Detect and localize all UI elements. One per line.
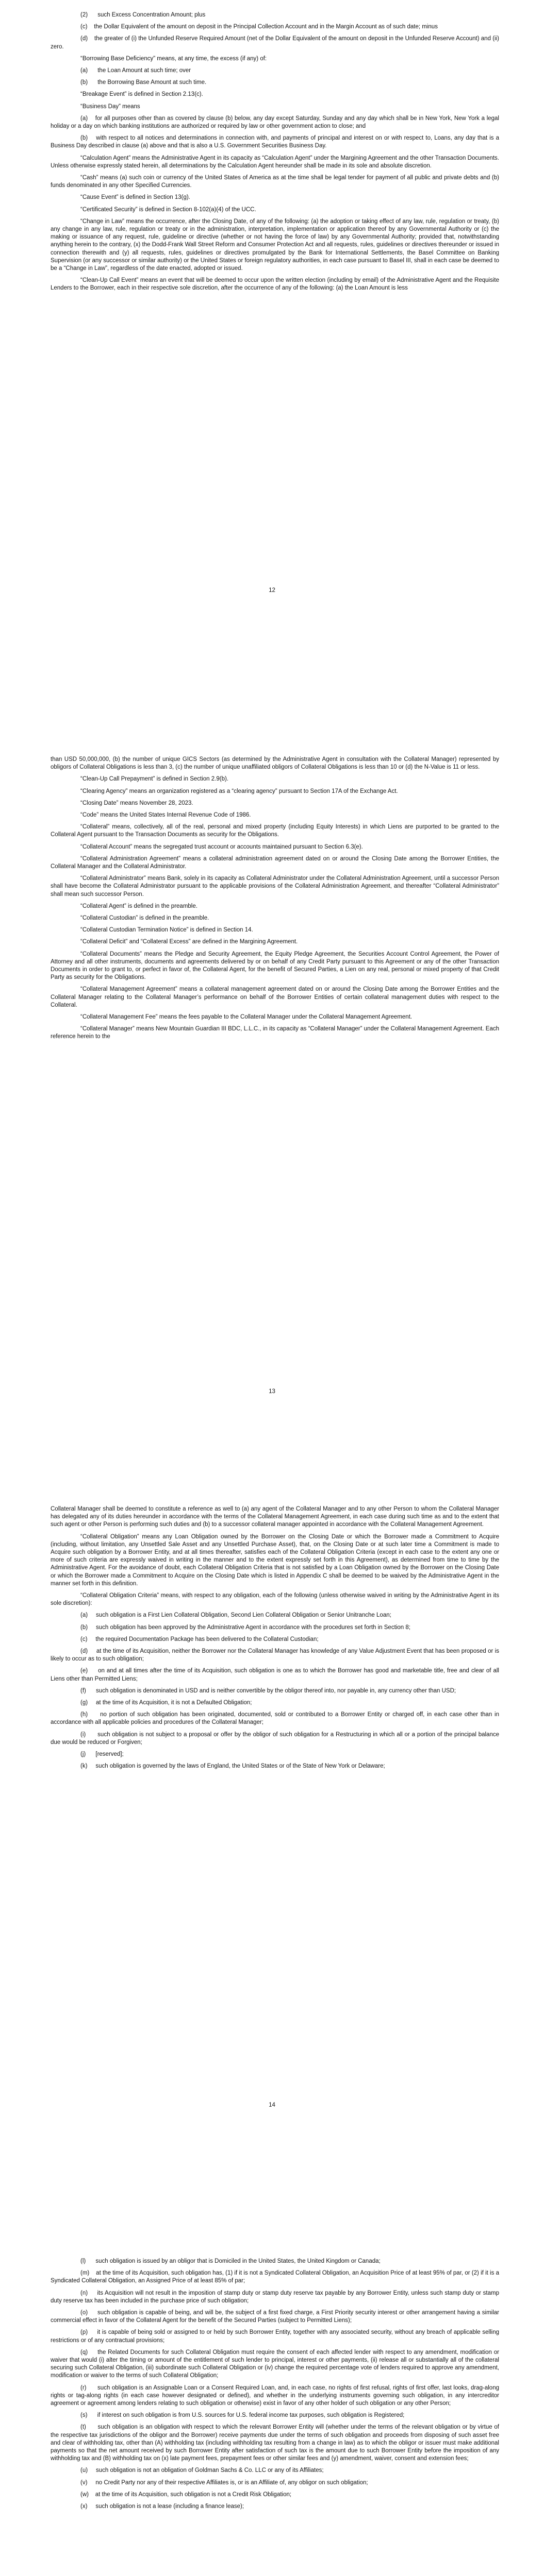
page-14-body: [51, 1505, 499, 1774]
definition-paragraph: “Collateral Obligation Criteria” means, with respect to any obligation, each of the following (unless otherwise waived in writing by the Administrative Agent in its sole discretion):: [51, 1592, 499, 1607]
definition-paragraph: “Collateral Deficit” and “Collateral Excess” are defined in the Margining Agreement.: [80, 939, 298, 945]
criteria-item: (p) it is capable of being sold or assigned to or held by such Borrower Entity, together with any associated security, without any breach of applicable selling restrictions or of any contractual provisions;: [51, 2329, 499, 2344]
definition-paragraph: “Collateral Obligation” means any Loan Obligation owned by the Borrower on the Closing Date or which the Borrower made a Commitment to Acquire (including, without limitation, any Unsettled Sale Asset and any Unsettled Purchase Asset), that, on the Closing Date or at such later time a Commitment is made to Acquire such obligation by a Borrower Entity, and at all times thereafter, satisfies each of the Collateral Obligation Criteria (except in each case to the extent any one or more of such criteria are expressly waived in writing in the manner and to the extent expressly set forth in this Agreement), as determined from time to time by the Administrative Agent. For the avoidance of doubt, each Collateral Obligation Criteria that is not satisfied by a Loan Obligation owned by the Borrower on the Closing Date or which the Borrower made a Commitment to Acquire on the Closing Date which is listed in Appendix C shall be deemed to be waived by the Administrative Agent in the manner set forth in this definition.: [51, 1533, 499, 1587]
definition-paragraph: “Collateral Administration Agreement” means a collateral administration agreement dated on or around the Closing Date among the Borrower Entities, the Collateral Manager and the Collateral Administrator.: [51, 855, 499, 870]
definition-paragraph: “Collateral Custodian” is defined in the preamble.: [80, 915, 209, 922]
criteria-item: (m) at the time of its Acquisition, such obligation has, (1) if it is not a Syndicated Collateral Obligation, an Acquisition Price of at least 95% of par, or (2) if it is a Syndicated Collateral Obligation, an Assigned Price of at least 85% of par;: [51, 2270, 499, 2284]
definition-paragraph: “Clean-Up Call Prepayment” is defined in Section 2.9(b).: [80, 776, 228, 783]
definition-paragraph: “Cash” means (a) such coin or currency of the United States of America as at the time shall be legal tender for payment of all public and private debts and (b) funds denominated in any other Specified Currencies.: [51, 175, 499, 189]
criteria-item: (i) such obligation is not subject to a proposal or offer by the obligor of such obligation for a Restructuring in which all or a portion of the principal balance due would be reduced or Forgiven;: [51, 1731, 499, 1745]
paragraph: (a) the Loan Amount at such time; over: [80, 67, 191, 74]
criteria-item: (d) at the time of its Acquisition, neither the Borrower nor the Collateral Manager has knowledge of any Value Adjustment Event that has been proposed or is likely to occur as to such obligation;: [51, 1648, 499, 1663]
definition-paragraph: “Code” means the United States Internal Revenue Code of 1986.: [80, 812, 251, 819]
criteria-item: (g) at the time of its Acquisition, it is not a Defaulted Obligation;: [80, 1700, 252, 1706]
page-number: 14: [269, 2102, 275, 2108]
definition-paragraph: “Collateral Account” means the segregated trust account or accounts maintained pursuant to Section 6.3(e).: [80, 843, 363, 850]
criteria-item: (j) [reserved];: [80, 1751, 124, 1758]
page-12-body: [51, 11, 499, 297]
paragraph: (c) the Dollar Equivalent of the amount on deposit in the Principal Collection Account and in the Margin Account as of such date; minus: [80, 24, 438, 30]
definition-paragraph: “Collateral Custodian Termination Notice” is defined in Section 14.: [80, 927, 253, 934]
paragraph: than USD 50,000,000, (b) the number of unique GICS Sectors (as determined by the Administrative Agent in consultation with the Collateral Manager) represented by obligors of Collateral Obligations is less than 3, (c) the number of unique unaffiliated obligors of Collateral Obligations is less than 10 or (d) the N-Value is 11 or less.: [51, 756, 499, 771]
definition-paragraph: “Collateral” means, collectively, all of the real, personal and mixed property (including Equity Interests) in which Liens are purported to be granted to the Collateral Agent pursuant to the Transaction Documents as security for the Obligations.: [51, 824, 499, 838]
paragraph: (d) the greater of (i) the Unfunded Reserve Required Amount (net of the Dollar Equivalent of the amount on deposit in the Unfunded Reserve Account) and (ii) zero.: [51, 36, 499, 50]
paragraph: (b) with respect to all notices and determinations in connection with, and payments of principal and interest on or with respect to, Loans, any day that is a Business Day described in clause (a) above and that is also a U.S. Government Securities Business Day.: [51, 135, 499, 149]
criteria-item: (h) no portion of such obligation has been originated, documented, sold or contributed to a Borrower Entity or charged off, in each case other than in accordance with all applicable policies and procedures of the Collateral Manager;: [51, 1711, 499, 1726]
criteria-item: (u) such obligation is not an obligation of Goldman Sachs & Co. LLC or any of its Affiliates;: [80, 2467, 324, 2474]
definition-paragraph: “Breakage Event” is defined in Section 2.13(c).: [80, 91, 203, 98]
definition-paragraph: “Certificated Security” is defined in Section 8-102(a)(4) of the UCC.: [80, 206, 256, 213]
criteria-item: (v) no Credit Party nor any of their respective Affiliates is, or is an Affiliate of, any obligor on such obligation;: [80, 2479, 368, 2486]
definition-paragraph: “Clean-Up Call Event” means an event that will be deemed to occur upon the written election (including by email) of the Administrative Agent and the Requisite Lenders to the Borrower, each in their respective sole discretion, after the occurrence of any of the following: (a) the Loan Amount is less: [51, 277, 499, 292]
definition-paragraph: “Calculation Agent” means the Administrative Agent in its capacity as “Calculation Agent” under the Margining Agreement and the other Transaction Documents. Unless otherwise expressly stated herein, all determinations by the Calculation Agent hereunder shall be made in its sole and absolute discretion.: [51, 155, 499, 169]
criteria-item: (s) if interest on such obligation is from U.S. sources for U.S. federal income tax purposes, such obligation is Registered;: [80, 2412, 405, 2419]
paragraph: (a) for all purposes other than as covered by clause (b) below, any day except Saturday, Sunday and any day which shall be in New York, New York a legal holiday or a day on which banking institutions are authorized or required by law or other government action to close; and: [51, 115, 499, 130]
criteria-item: (f) such obligation is denominated in USD and is neither convertible by the obligor thereof into, nor payable in, any currency other than USD;: [80, 1687, 456, 1694]
criteria-item: (l) such obligation is issued by an obligor that is Domiciled in the United States, the United Kingdom or Canada;: [80, 2258, 381, 2264]
criteria-item: (o) such obligation is capable of being, and will be, the subject of a first fixed charge, a First Priority security interest or other arrangement having a similar commercial effect in favor of the Collateral Agent for the benefit of the Secured Parties (subject to Permitted Liens);: [51, 2310, 499, 2324]
criteria-item: (r) such obligation is an Assignable Loan or a Consent Required Loan, and, in each case, no rights of first refusal, rights of first offer, last looks, drag-along rights or tag-along rights (in each case however designated or defined), and whether in the underlying instruments governing such obligation, in any intercreditor agreement or agreement among lenders relating to such obligation or otherwise) exist in favor of any other holder of such obligation or any other Person;: [51, 2384, 499, 2407]
definition-paragraph: “Collateral Manager” means New Mountain Guardian III BDC, L.L.C., in its capacity as “Collateral Manager” under the Collateral Management Agreement. Each reference herein to the: [51, 1026, 499, 1040]
definition-paragraph: “Cause Event” is defined in Section 13(g).: [80, 194, 190, 201]
criteria-item: (q) the Related Documents for such Collateral Obligation must require the consent of each affected lender with respect to any amendment, modification or waiver that would (i) alter the timing or amount of the entitlement of such lender to principal, interest or other payments, (ii) release all or substantially all of the collateral securing such Collateral Obligation, (iii) subordinate such Collateral Obligation or (iv) change the required percentage vote of lenders required to approve any amendment, modification or waiver to the terms of such Collateral Obligation;: [51, 2349, 499, 2379]
criteria-item: (t) such obligation is an obligation with respect to which the relevant Borrower Entity will (whether under the terms of the relevant obligation or by virtue of the respective tax jurisdictions of the obligor and the Borrower) receive payments due under the terms of such obligation and proceeds from disposing of such asset free and clear of withholding tax, other than (A) withholding tax (including withholding tax resulting from a change in law) as to which the obligor or issuer must make additional payments so that the net amount received by such Borrower Entity after satisfaction of such tax is the amount due to such Borrower Entity before the imposition of any withholding tax and (B) withholding tax on (x) late payment fees, prepayment fees or other similar fees and (y) amendment, waiver, consent and extension fees;: [51, 2424, 499, 2462]
criteria-item: (w) at the time of its Acquisition, such obligation is not a Credit Risk Obligation;: [80, 2491, 292, 2498]
definition-paragraph: “Closing Date” means November 28, 2023.: [80, 800, 193, 806]
paragraph: (2) such Excess Concentration Amount; plus: [80, 12, 206, 18]
criteria-item: (x) such obligation is not a lease (including a finance lease);: [80, 2503, 244, 2510]
definition-paragraph: “Collateral Agent” is defined in the preamble.: [80, 903, 197, 909]
criteria-item: (n) its Acquisition will not result in the imposition of stamp duty or stamp duty reserve tax payable by any Borrower Entity, unless such stamp duty or stamp duty reserve tax has been included in the purchase price of such obligation;: [51, 2290, 499, 2304]
definition-paragraph: “Clearing Agency” means an organization registered as a “clearing agency” pursuant to Section 17A of the Exchange Act.: [80, 788, 398, 794]
page-13-body: [51, 756, 499, 1045]
page-15-body: [51, 2258, 499, 2515]
definition-paragraph: “Collateral Documents” means the Pledge and Security Agreement, the Equity Pledge Agreement, the Securities Account Control Agreement, the Power of Attorney and all other instruments, documents and agreements delivered by or on behalf of any Credit Party pursuant to this Agreement or any of the other Transaction Documents in order to grant to, or perfect in favor of, the Collateral Agent, for the benefit of Secured Parties, a Lien on any real, personal or mixed property of that Credit Party as security for the Obligations.: [51, 951, 499, 981]
criteria-item: (e) on and at all times after the time of its Acquisition, such obligation is one as to which the Borrower has good and marketable title, free and clear of all Liens other than Permitted Liens;: [51, 1668, 499, 1682]
definition-paragraph: “Business Day” means: [80, 103, 140, 110]
definition-paragraph: “Collateral Administrator” means Bank, solely in its capacity as Collateral Administrator under the Collateral Administration Agreement, until a successor Person shall have become the Collateral Administrator pursuant to the applicable provisions of the Collateral Administration Agreement, and thereafter “Collateral Administrator” shall mean such successor Person.: [51, 875, 499, 897]
definition-paragraph: “Borrowing Base Deficiency” means, at any time, the excess (if any) of:: [80, 55, 267, 62]
paragraph: Collateral Manager shall be deemed to constitute a reference as well to (a) any agent of the Collateral Manager and to any other Person to whom the Collateral Manager has delegated any of its duties hereunder in accordance with the terms of the Collateral Management Agreement, in each case during such time as and to the extent that such agent or other Person is performing such duties and (b) to a successor collateral manager appointed in accordance with the Collateral Management Agreement.: [51, 1506, 499, 1528]
criteria-item: (b) such obligation has been approved by the Administrative Agent in accordance with the procedures set forth in Section 8;: [80, 1624, 410, 1631]
page-number: 12: [269, 587, 275, 594]
page-number: 13: [269, 1388, 275, 1395]
criteria-item: (a) such obligation is a First Lien Collateral Obligation, Second Lien Collateral Obligation or Senior Unitranche Loan;: [80, 1612, 391, 1619]
criteria-item: (k) such obligation is governed by the laws of England, the United States or of the State of New York or Delaware;: [80, 1763, 385, 1770]
paragraph: (b) the Borrowing Base Amount at such time.: [80, 79, 207, 86]
definition-paragraph: “Change in Law” means the occurrence, after the Closing Date, of any of the following: (a) the adoption or taking effect of any law, rule, regulation or treaty, (b) any change in any law, rule, regulation or treaty or in the administration, interpretation, implementation or application thereof by any Governmental Authority or (c) the making or issuance of any request, rule, guideline or directive (whether or not having the force of law) by any Governmental Authority; provided that, notwithstanding anything herein to the contrary, (x) the Dodd-Frank Wall Street Reform and Consumer Protection Act and all requests, rules, guidelines or directives thereunder or issued in connection therewith and (y) all requests, rules, guidelines or directives promulgated by the Bank for International Settlements, the Basel Committee on Banking Supervision (or any successor or similar authority) or the United States or foreign regulatory authorities, in each case pursuant to Basel III, shall in each case be deemed to be a “Change in Law”, regardless of the date enacted, adopted or issued.: [51, 218, 499, 272]
definition-paragraph: “Collateral Management Agreement” means a collateral management agreement dated on or around the Closing Date among the Borrower Entities and the Collateral Manager relating to the Collateral Manager’s performance on behalf of the Borrower Entities of certain collateral management duties with respect to the Collateral.: [51, 986, 499, 1008]
criteria-item: (c) the required Documentation Package has been delivered to the Collateral Custodian;: [80, 1636, 319, 1642]
definition-paragraph: “Collateral Management Fee” means the fees payable to the Collateral Manager under the Collateral Management Agreement.: [80, 1014, 413, 1021]
